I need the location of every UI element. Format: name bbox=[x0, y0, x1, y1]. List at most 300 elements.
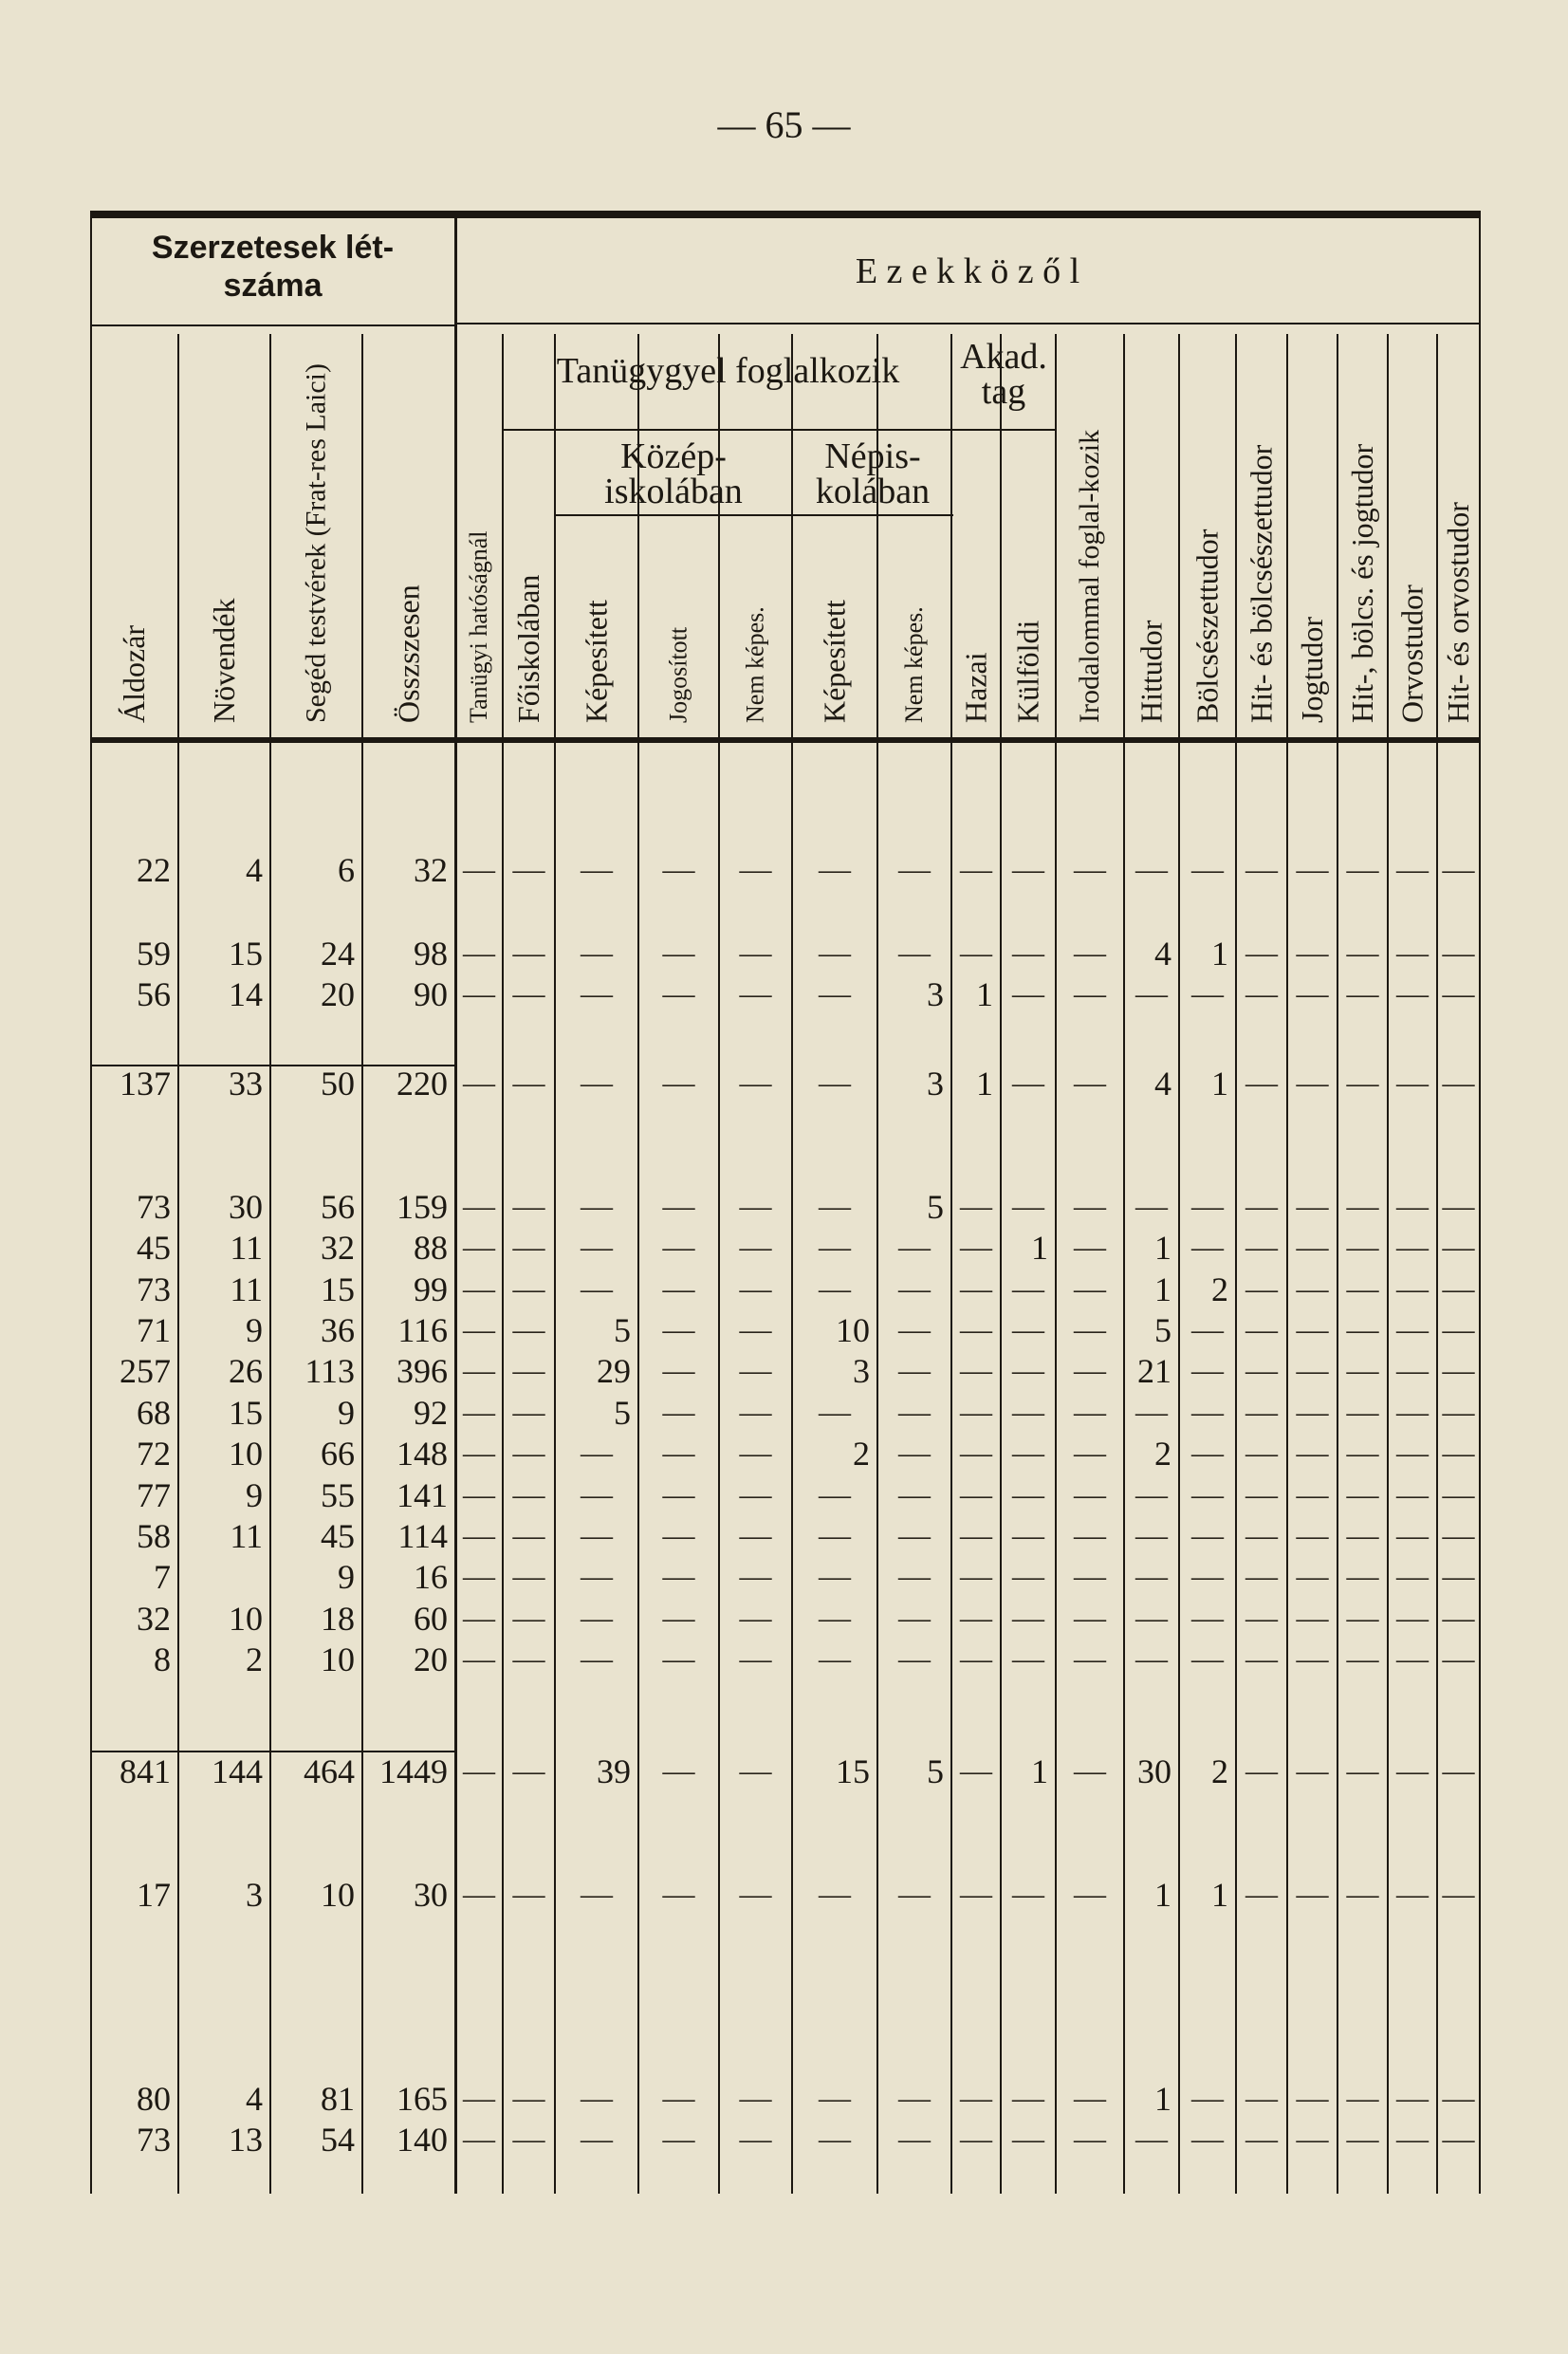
table-cell: 59 bbox=[137, 935, 171, 973]
empty-cell-dash: — bbox=[1442, 1353, 1475, 1388]
empty-cell-dash: — bbox=[1191, 2081, 1224, 2116]
empty-cell-dash: — bbox=[1396, 1230, 1429, 1265]
empty-cell-dash: — bbox=[581, 1877, 613, 1912]
empty-cell-dash: — bbox=[1012, 1601, 1044, 1636]
table-cell: 32 bbox=[414, 851, 448, 889]
table-cell: 9 bbox=[246, 1476, 263, 1514]
empty-cell-dash: — bbox=[1074, 1312, 1106, 1347]
empty-cell-dash: — bbox=[463, 1189, 495, 1224]
empty-cell-dash: — bbox=[1296, 2081, 1329, 2116]
empty-cell-dash: — bbox=[1442, 1753, 1475, 1789]
empty-cell-dash: — bbox=[581, 1518, 613, 1553]
table-cell: 56 bbox=[321, 1188, 355, 1226]
empty-cell-dash: — bbox=[819, 2081, 851, 2116]
table-cell: 13 bbox=[229, 2121, 263, 2159]
empty-cell-dash: — bbox=[1191, 1477, 1224, 1512]
empty-cell-dash: — bbox=[898, 1641, 931, 1677]
table-cell: 2 bbox=[853, 1435, 870, 1473]
empty-cell-dash: — bbox=[1245, 1395, 1278, 1430]
empty-cell-dash: — bbox=[960, 1559, 992, 1594]
empty-cell-dash: — bbox=[1012, 1066, 1044, 1101]
empty-cell-dash: — bbox=[1245, 1477, 1278, 1512]
empty-cell-dash: — bbox=[1012, 1518, 1044, 1553]
empty-cell-dash: — bbox=[1396, 1436, 1429, 1471]
empty-cell-dash: — bbox=[1396, 1353, 1429, 1388]
table-cell: 20 bbox=[414, 1640, 448, 1678]
empty-cell-dash: — bbox=[739, 976, 772, 1011]
empty-cell-dash: — bbox=[1296, 1230, 1329, 1265]
empty-cell-dash: — bbox=[1012, 1477, 1044, 1512]
empty-cell-dash: — bbox=[662, 1641, 695, 1677]
table-cell: 5 bbox=[927, 1752, 944, 1790]
table-cell: 165 bbox=[397, 2080, 448, 2118]
empty-cell-dash: — bbox=[1296, 1601, 1329, 1636]
empty-cell-dash: — bbox=[1442, 2122, 1475, 2157]
empty-cell-dash: — bbox=[512, 2122, 545, 2157]
table-cell: 45 bbox=[137, 1229, 171, 1267]
empty-cell-dash: — bbox=[1442, 1601, 1475, 1636]
empty-cell-dash: — bbox=[1074, 852, 1106, 887]
table-cell: 81 bbox=[321, 2080, 355, 2118]
empty-cell-dash: — bbox=[662, 1312, 695, 1347]
empty-cell-dash: — bbox=[1012, 1189, 1044, 1224]
empty-cell-dash: — bbox=[960, 1753, 992, 1789]
empty-cell-dash: — bbox=[1245, 1271, 1278, 1307]
empty-cell-dash: — bbox=[898, 1271, 931, 1307]
header-academy-cont: tag bbox=[981, 372, 1026, 412]
empty-cell-dash: — bbox=[662, 2081, 695, 2116]
empty-cell-dash: — bbox=[1074, 936, 1106, 971]
empty-cell-dash: — bbox=[512, 936, 545, 971]
table-cell: 10 bbox=[321, 1640, 355, 1678]
column-header-bolcsesz: Bölcsészettudor bbox=[1190, 528, 1225, 723]
empty-cell-dash: — bbox=[1245, 976, 1278, 1011]
table-cell: 10 bbox=[321, 1876, 355, 1914]
empty-cell-dash: — bbox=[463, 1641, 495, 1677]
table-cell: 1 bbox=[1211, 1065, 1228, 1103]
column-header-kulfoldi: Külföldi bbox=[1010, 620, 1045, 723]
empty-cell-dash: — bbox=[960, 1395, 992, 1430]
table-cell: 71 bbox=[137, 1311, 171, 1349]
empty-cell-dash: — bbox=[739, 1559, 772, 1594]
column-header-hazai: Hazai bbox=[958, 652, 993, 723]
empty-cell-dash: — bbox=[662, 1353, 695, 1388]
empty-cell-dash: — bbox=[1346, 936, 1379, 971]
empty-cell-dash: — bbox=[739, 1353, 772, 1388]
empty-cell-dash: — bbox=[898, 1601, 931, 1636]
empty-cell-dash: — bbox=[1396, 1189, 1429, 1224]
table-cell: 99 bbox=[414, 1270, 448, 1308]
empty-cell-dash: — bbox=[1012, 936, 1044, 971]
empty-cell-dash: — bbox=[1396, 936, 1429, 971]
empty-cell-dash: — bbox=[1135, 1395, 1168, 1430]
empty-cell-dash: — bbox=[1074, 1477, 1106, 1512]
empty-cell-dash: — bbox=[819, 2122, 851, 2157]
empty-cell-dash: — bbox=[1012, 2122, 1044, 2157]
table-cell: 39 bbox=[597, 1752, 631, 1790]
empty-cell-dash: — bbox=[662, 1559, 695, 1594]
empty-cell-dash: — bbox=[960, 1353, 992, 1388]
empty-cell-dash: — bbox=[1245, 1066, 1278, 1101]
table-cell: 3 bbox=[246, 1876, 263, 1914]
empty-cell-dash: — bbox=[662, 1189, 695, 1224]
empty-cell-dash: — bbox=[739, 1877, 772, 1912]
empty-cell-dash: — bbox=[819, 1271, 851, 1307]
empty-cell-dash: — bbox=[1074, 2081, 1106, 2116]
table-cell: 1 bbox=[1211, 1876, 1228, 1914]
table-cell: 77 bbox=[137, 1476, 171, 1514]
table-cell: 5 bbox=[1154, 1311, 1171, 1349]
empty-cell-dash: — bbox=[819, 1518, 851, 1553]
empty-cell-dash: — bbox=[898, 2081, 931, 2116]
header-folk-school: Népis- bbox=[824, 436, 921, 476]
empty-cell-dash: — bbox=[1346, 1641, 1379, 1677]
empty-cell-dash: — bbox=[1135, 1189, 1168, 1224]
empty-cell-dash: — bbox=[739, 1477, 772, 1512]
empty-cell-dash: — bbox=[581, 1601, 613, 1636]
empty-cell-dash: — bbox=[1296, 1641, 1329, 1677]
table-cell: 14 bbox=[229, 975, 263, 1013]
empty-cell-dash: — bbox=[960, 1518, 992, 1553]
table-cell: 3 bbox=[927, 975, 944, 1013]
empty-cell-dash: — bbox=[960, 936, 992, 971]
empty-cell-dash: — bbox=[1245, 852, 1278, 887]
header-teaching: Tanügygyel foglalkozik bbox=[556, 351, 900, 391]
empty-cell-dash: — bbox=[739, 936, 772, 971]
column-header-tanugyi: Tanügyi hatóságnál bbox=[465, 530, 492, 723]
empty-cell-dash: — bbox=[662, 1066, 695, 1101]
table-cell: 72 bbox=[137, 1435, 171, 1473]
table-cell: 9 bbox=[338, 1558, 355, 1596]
empty-cell-dash: — bbox=[662, 1877, 695, 1912]
header-subrule bbox=[90, 324, 455, 326]
empty-cell-dash: — bbox=[1245, 1559, 1278, 1594]
table-cell: 1 bbox=[1154, 1229, 1171, 1267]
empty-cell-dash: — bbox=[739, 2081, 772, 2116]
table-cell: 3 bbox=[853, 1352, 870, 1390]
table-cell: 4 bbox=[246, 2080, 263, 2118]
header-among-them: E z e k k ö z ő l bbox=[855, 251, 1080, 291]
column-header-seged: Segéd testvérek (Frat-res Laici) bbox=[300, 363, 332, 723]
column-header-novendek: Növendék bbox=[207, 598, 241, 723]
empty-cell-dash: — bbox=[1012, 1271, 1044, 1307]
empty-cell-dash: — bbox=[463, 1877, 495, 1912]
empty-cell-dash: — bbox=[898, 1559, 931, 1594]
empty-cell-dash: — bbox=[1191, 852, 1224, 887]
table-cell: 50 bbox=[321, 1065, 355, 1103]
table-cell: 4 bbox=[1154, 1065, 1171, 1103]
empty-cell-dash: — bbox=[1296, 1353, 1329, 1388]
empty-cell-dash: — bbox=[1296, 976, 1329, 1011]
table-cell: 141 bbox=[397, 1476, 448, 1514]
table-cell: 10 bbox=[836, 1311, 870, 1349]
column-header-k_kepesitett: Képesített bbox=[579, 600, 614, 723]
table-cell: 68 bbox=[137, 1394, 171, 1432]
empty-cell-dash: — bbox=[662, 976, 695, 1011]
empty-cell-dash: — bbox=[512, 1066, 545, 1101]
empty-cell-dash: — bbox=[1191, 1230, 1224, 1265]
empty-cell-dash: — bbox=[960, 1601, 992, 1636]
empty-cell-dash: — bbox=[1396, 1753, 1429, 1789]
empty-cell-dash: — bbox=[1442, 1066, 1475, 1101]
empty-cell-dash: — bbox=[1074, 2122, 1106, 2157]
empty-cell-dash: — bbox=[463, 1436, 495, 1471]
table-cell: 2 bbox=[1154, 1435, 1171, 1473]
empty-cell-dash: — bbox=[1191, 2122, 1224, 2157]
empty-cell-dash: — bbox=[1074, 1877, 1106, 1912]
table-cell: 15 bbox=[321, 1270, 355, 1308]
column-header-k_nem_kepes: Nem képes. bbox=[741, 606, 769, 723]
empty-cell-dash: — bbox=[1296, 1518, 1329, 1553]
empty-cell-dash: — bbox=[1012, 1436, 1044, 1471]
empty-cell-dash: — bbox=[512, 2081, 545, 2116]
empty-cell-dash: — bbox=[1442, 936, 1475, 971]
empty-cell-dash: — bbox=[1442, 1559, 1475, 1594]
empty-cell-dash: — bbox=[1442, 1312, 1475, 1347]
table-cell: 220 bbox=[397, 1065, 448, 1103]
empty-cell-dash: — bbox=[1074, 1271, 1106, 1307]
empty-cell-dash: — bbox=[1346, 1189, 1379, 1224]
empty-cell-dash: — bbox=[1191, 1518, 1224, 1553]
statistics-table bbox=[90, 211, 1480, 2194]
empty-cell-dash: — bbox=[1346, 1066, 1379, 1101]
page-number: — 65 — bbox=[717, 103, 851, 146]
table-cell: 45 bbox=[321, 1517, 355, 1555]
empty-cell-dash: — bbox=[898, 1395, 931, 1430]
empty-cell-dash: — bbox=[1191, 1353, 1224, 1388]
empty-cell-dash: — bbox=[819, 976, 851, 1011]
empty-cell-dash: — bbox=[1346, 1353, 1379, 1388]
empty-cell-dash: — bbox=[960, 1271, 992, 1307]
empty-cell-dash: — bbox=[960, 1230, 992, 1265]
empty-cell-dash: — bbox=[463, 1230, 495, 1265]
table-cell: 73 bbox=[137, 2121, 171, 2159]
empty-cell-dash: — bbox=[463, 2122, 495, 2157]
table-cell: 80 bbox=[137, 2080, 171, 2118]
empty-cell-dash: — bbox=[1296, 1189, 1329, 1224]
empty-cell-dash: — bbox=[1074, 1353, 1106, 1388]
empty-cell-dash: — bbox=[1074, 976, 1106, 1011]
empty-cell-dash: — bbox=[1346, 852, 1379, 887]
empty-cell-dash: — bbox=[1245, 1753, 1278, 1789]
table-cell: 113 bbox=[304, 1352, 355, 1390]
empty-cell-dash: — bbox=[512, 1353, 545, 1388]
table-cell: 10 bbox=[229, 1600, 263, 1638]
empty-cell-dash: — bbox=[581, 852, 613, 887]
table-cell: 32 bbox=[137, 1600, 171, 1638]
empty-cell-dash: — bbox=[1012, 1353, 1044, 1388]
empty-cell-dash: — bbox=[662, 1271, 695, 1307]
empty-cell-dash: — bbox=[1074, 1395, 1106, 1430]
empty-cell-dash: — bbox=[1346, 2081, 1379, 2116]
table-cell: 15 bbox=[229, 1394, 263, 1432]
empty-cell-dash: — bbox=[960, 852, 992, 887]
empty-cell-dash: — bbox=[1396, 1312, 1429, 1347]
table-cell: 116 bbox=[397, 1311, 448, 1349]
empty-cell-dash: — bbox=[662, 1477, 695, 1512]
table-cell: 58 bbox=[137, 1517, 171, 1555]
empty-cell-dash: — bbox=[1245, 1436, 1278, 1471]
empty-cell-dash: — bbox=[1012, 2081, 1044, 2116]
table-cell: 5 bbox=[614, 1394, 631, 1432]
table-cell: 9 bbox=[338, 1394, 355, 1432]
column-header-n_kepesitett: Képesített bbox=[817, 600, 852, 723]
table-cell: 140 bbox=[397, 2121, 448, 2159]
table-cell: 73 bbox=[137, 1188, 171, 1226]
header-subrule bbox=[951, 429, 1056, 431]
empty-cell-dash: — bbox=[1012, 1395, 1044, 1430]
empty-cell-dash: — bbox=[1296, 1271, 1329, 1307]
empty-cell-dash: — bbox=[1074, 1436, 1106, 1471]
empty-cell-dash: — bbox=[1296, 1753, 1329, 1789]
empty-cell-dash: — bbox=[1135, 1601, 1168, 1636]
empty-cell-dash: — bbox=[739, 1436, 772, 1471]
table-cell: 2 bbox=[1211, 1270, 1228, 1308]
table-cell: 21 bbox=[1137, 1352, 1171, 1390]
empty-cell-dash: — bbox=[662, 1230, 695, 1265]
empty-cell-dash: — bbox=[662, 936, 695, 971]
empty-cell-dash: — bbox=[1191, 1189, 1224, 1224]
empty-cell-dash: — bbox=[960, 2081, 992, 2116]
empty-cell-dash: — bbox=[1191, 1436, 1224, 1471]
empty-cell-dash: — bbox=[512, 1518, 545, 1553]
empty-cell-dash: — bbox=[1245, 1230, 1278, 1265]
header-middle-school: Közép- bbox=[620, 436, 727, 476]
table-cell: 159 bbox=[397, 1188, 448, 1226]
empty-cell-dash: — bbox=[819, 1395, 851, 1430]
empty-cell-dash: — bbox=[1012, 1641, 1044, 1677]
empty-cell-dash: — bbox=[1012, 1312, 1044, 1347]
empty-cell-dash: — bbox=[512, 1271, 545, 1307]
empty-cell-dash: — bbox=[463, 1559, 495, 1594]
table-cell: 11 bbox=[230, 1270, 263, 1308]
empty-cell-dash: — bbox=[1012, 852, 1044, 887]
header-subrule bbox=[503, 429, 953, 431]
empty-cell-dash: — bbox=[581, 1559, 613, 1594]
empty-cell-dash: — bbox=[662, 1753, 695, 1789]
empty-cell-dash: — bbox=[1346, 1436, 1379, 1471]
table-cell: 5 bbox=[614, 1311, 631, 1349]
empty-cell-dash: — bbox=[1396, 852, 1429, 887]
empty-cell-dash: — bbox=[463, 1518, 495, 1553]
empty-cell-dash: — bbox=[1442, 1230, 1475, 1265]
table-cell: 30 bbox=[414, 1876, 448, 1914]
empty-cell-dash: — bbox=[512, 1477, 545, 1512]
table-cell: 10 bbox=[229, 1435, 263, 1473]
table-cell: 2 bbox=[1211, 1752, 1228, 1790]
empty-cell-dash: — bbox=[1346, 2122, 1379, 2157]
table-cell: 9 bbox=[246, 1311, 263, 1349]
table-cell: 30 bbox=[1137, 1752, 1171, 1790]
empty-cell-dash: — bbox=[1396, 1641, 1429, 1677]
empty-cell-dash: — bbox=[1396, 1395, 1429, 1430]
table-cell: 33 bbox=[229, 1065, 263, 1103]
empty-cell-dash: — bbox=[1296, 936, 1329, 971]
empty-cell-dash: — bbox=[463, 976, 495, 1011]
table-cell: 8 bbox=[154, 1640, 171, 1678]
empty-cell-dash: — bbox=[463, 1395, 495, 1430]
empty-cell-dash: — bbox=[463, 936, 495, 971]
table-cell: 18 bbox=[321, 1600, 355, 1638]
table-cell: 15 bbox=[836, 1752, 870, 1790]
table-cell: 148 bbox=[397, 1435, 448, 1473]
empty-cell-dash: — bbox=[898, 1436, 931, 1471]
empty-cell-dash: — bbox=[1396, 1518, 1429, 1553]
empty-cell-dash: — bbox=[512, 1230, 545, 1265]
empty-cell-dash: — bbox=[819, 1641, 851, 1677]
table-cell: 1 bbox=[1154, 1876, 1171, 1914]
table-cell: 2 bbox=[246, 1640, 263, 1678]
empty-cell-dash: — bbox=[1135, 976, 1168, 1011]
header-middle-school-cont: iskolában bbox=[604, 472, 743, 511]
empty-cell-dash: — bbox=[819, 852, 851, 887]
empty-cell-dash: — bbox=[662, 1395, 695, 1430]
empty-cell-dash: — bbox=[819, 1230, 851, 1265]
empty-cell-dash: — bbox=[898, 1877, 931, 1912]
empty-cell-dash: — bbox=[1245, 1641, 1278, 1677]
table-cell: 15 bbox=[229, 935, 263, 973]
table-cell: 1 bbox=[976, 1065, 993, 1103]
empty-cell-dash: — bbox=[662, 1601, 695, 1636]
empty-cell-dash: — bbox=[1296, 1877, 1329, 1912]
empty-cell-dash: — bbox=[581, 1641, 613, 1677]
empty-cell-dash: — bbox=[512, 1189, 545, 1224]
empty-cell-dash: — bbox=[739, 1312, 772, 1347]
empty-cell-dash: — bbox=[1442, 1518, 1475, 1553]
empty-cell-dash: — bbox=[1296, 852, 1329, 887]
table-cell: 26 bbox=[229, 1352, 263, 1390]
table-cell: 464 bbox=[304, 1752, 355, 1790]
empty-cell-dash: — bbox=[1346, 1230, 1379, 1265]
table-cell: 7 bbox=[154, 1558, 171, 1596]
empty-cell-dash: — bbox=[898, 936, 931, 971]
column-header-osszesen: Összszesen bbox=[391, 584, 426, 723]
empty-cell-dash: — bbox=[1346, 1477, 1379, 1512]
empty-cell-dash: — bbox=[739, 1641, 772, 1677]
table-cell: 92 bbox=[414, 1394, 448, 1432]
table-cell: 73 bbox=[137, 1270, 171, 1308]
table-cell: 1 bbox=[1031, 1229, 1048, 1267]
empty-cell-dash: — bbox=[1074, 1559, 1106, 1594]
empty-cell-dash: — bbox=[1245, 1518, 1278, 1553]
empty-cell-dash: — bbox=[819, 1477, 851, 1512]
empty-cell-dash: — bbox=[1346, 976, 1379, 1011]
table-cell: 114 bbox=[397, 1517, 448, 1555]
empty-cell-dash: — bbox=[819, 1189, 851, 1224]
empty-cell-dash: — bbox=[512, 1312, 545, 1347]
table-cell: 1449 bbox=[379, 1752, 448, 1790]
empty-cell-dash: — bbox=[898, 2122, 931, 2157]
empty-cell-dash: — bbox=[1346, 1601, 1379, 1636]
empty-cell-dash: — bbox=[1296, 1477, 1329, 1512]
empty-cell-dash: — bbox=[1074, 1230, 1106, 1265]
empty-cell-dash: — bbox=[581, 1271, 613, 1307]
empty-cell-dash: — bbox=[1296, 1395, 1329, 1430]
table-cell: 1 bbox=[1154, 2080, 1171, 2118]
empty-cell-dash: — bbox=[1296, 1436, 1329, 1471]
empty-cell-dash: — bbox=[960, 1312, 992, 1347]
empty-cell-dash: — bbox=[1396, 1877, 1429, 1912]
empty-cell-dash: — bbox=[739, 1518, 772, 1553]
empty-cell-dash: — bbox=[463, 2081, 495, 2116]
empty-cell-dash: — bbox=[1012, 1877, 1044, 1912]
empty-cell-dash: — bbox=[1396, 1601, 1429, 1636]
table-cell: 24 bbox=[321, 935, 355, 973]
empty-cell-dash: — bbox=[1442, 1641, 1475, 1677]
empty-cell-dash: — bbox=[739, 1230, 772, 1265]
table-cell: 66 bbox=[321, 1435, 355, 1473]
empty-cell-dash: — bbox=[1396, 1559, 1429, 1594]
